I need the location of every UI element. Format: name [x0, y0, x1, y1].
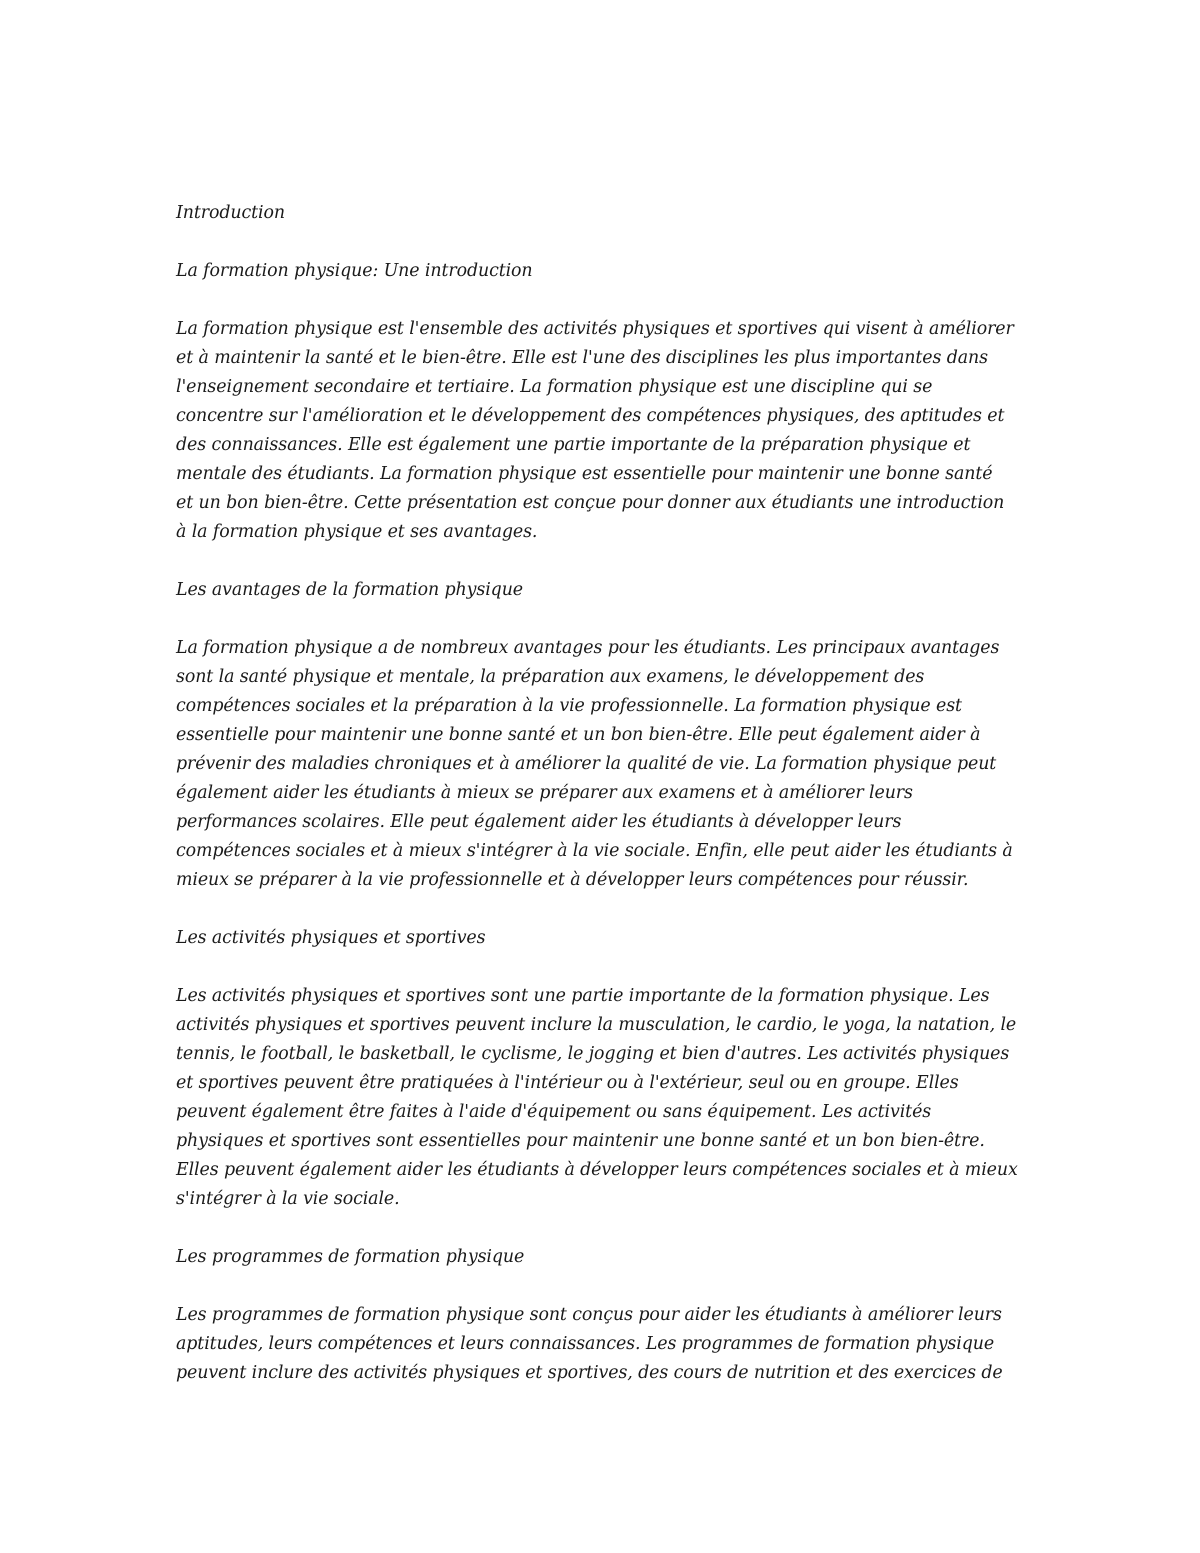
text-line: l'enseignement secondaire et tertiaire. La formation physique est une discipline qui se — [176, 377, 933, 397]
section-paragraph — [176, 982, 1036, 1214]
document-title: Introduction — [176, 203, 285, 223]
text-line: compétences sociales et à mieux s'intégrer à la vie sociale. Enfin, elle peut aider les étudiants à — [176, 841, 1013, 861]
text-line: et sportives peuvent être pratiquées à l'intérieur ou à l'extérieur, seul ou en groupe. Elles — [176, 1073, 959, 1093]
section-heading: Les programmes de formation physique — [176, 1247, 525, 1267]
text-line: Elles peuvent également aider les étudiants à développer leurs compétences sociales et à mieux — [176, 1160, 1018, 1180]
text-line: tennis, le football, le basketball, le cyclisme, le jogging et bien d'autres. Les activités physiques — [176, 1044, 1010, 1064]
text-line: également aider les étudiants à mieux se préparer aux examens et à améliorer leurs — [176, 783, 913, 803]
document-body — [176, 199, 1036, 1417]
text-line: La formation physique est l'ensemble des activités physiques et sportives qui visent à améliorer — [176, 319, 1014, 339]
text-line: s'intégrer à la vie sociale. — [176, 1189, 400, 1209]
text-line: prévenir des maladies chroniques et à améliorer la qualité de vie. La formation physique peut — [176, 754, 997, 774]
text-line: sont la santé physique et mentale, la préparation aux examens, le développement des — [176, 667, 925, 687]
text-line: peuvent également être faites à l'aide d'équipement ou sans équipement. Les activités — [176, 1102, 932, 1122]
section-heading: La formation physique: Une introduction — [176, 261, 533, 281]
section-heading: Les activités physiques et sportives — [176, 928, 486, 948]
text-line: des connaissances. Elle est également une partie importante de la préparation physique et — [176, 435, 971, 455]
text-line: Les activités physiques et sportives sont une partie importante de la formation physique. Les — [176, 986, 990, 1006]
text-line: aptitudes, leurs compétences et leurs connaissances. Les programmes de formation physique — [176, 1334, 995, 1354]
text-line: mieux se préparer à la vie professionnelle et à développer leurs compétences pour réussir. — [176, 870, 969, 890]
text-line: peuvent inclure des activités physiques et sportives, des cours de nutrition et des exercices de — [176, 1363, 1003, 1383]
section-paragraph — [176, 634, 1036, 895]
text-line: à la formation physique et ses avantages. — [176, 522, 538, 542]
text-line: physiques et sportives sont essentielles pour maintenir une bonne santé et un bon bien-être. — [176, 1131, 985, 1151]
text-line: La formation physique a de nombreux avantages pour les étudiants. Les principaux avantages — [176, 638, 1000, 658]
section-paragraph — [176, 1301, 1036, 1388]
text-line: essentielle pour maintenir une bonne santé et un bon bien-être. Elle peut également aider à — [176, 725, 981, 745]
text-line: mentale des étudiants. La formation physique est essentielle pour maintenir une bonne santé — [176, 464, 993, 484]
text-line: et un bon bien-être. Cette présentation est conçue pour donner aux étudiants une introduction — [176, 493, 1005, 513]
text-line: et à maintenir la santé et le bien-être. Elle est l'une des disciplines les plus importantes dans — [176, 348, 988, 368]
text-line: activités physiques et sportives peuvent inclure la musculation, le cardio, le yoga, la natation, le — [176, 1015, 1017, 1035]
text-line: compétences sociales et la préparation à la vie professionnelle. La formation physique est — [176, 696, 962, 716]
text-line: performances scolaires. Elle peut également aider les étudiants à développer leurs — [176, 812, 902, 832]
text-line: Les programmes de formation physique sont conçus pour aider les étudiants à améliorer leurs — [176, 1305, 1002, 1325]
section-paragraph — [176, 315, 1036, 547]
section-heading: Les avantages de la formation physique — [176, 580, 523, 600]
text-line: concentre sur l'amélioration et le développement des compétences physiques, des aptitudes et — [176, 406, 1005, 426]
